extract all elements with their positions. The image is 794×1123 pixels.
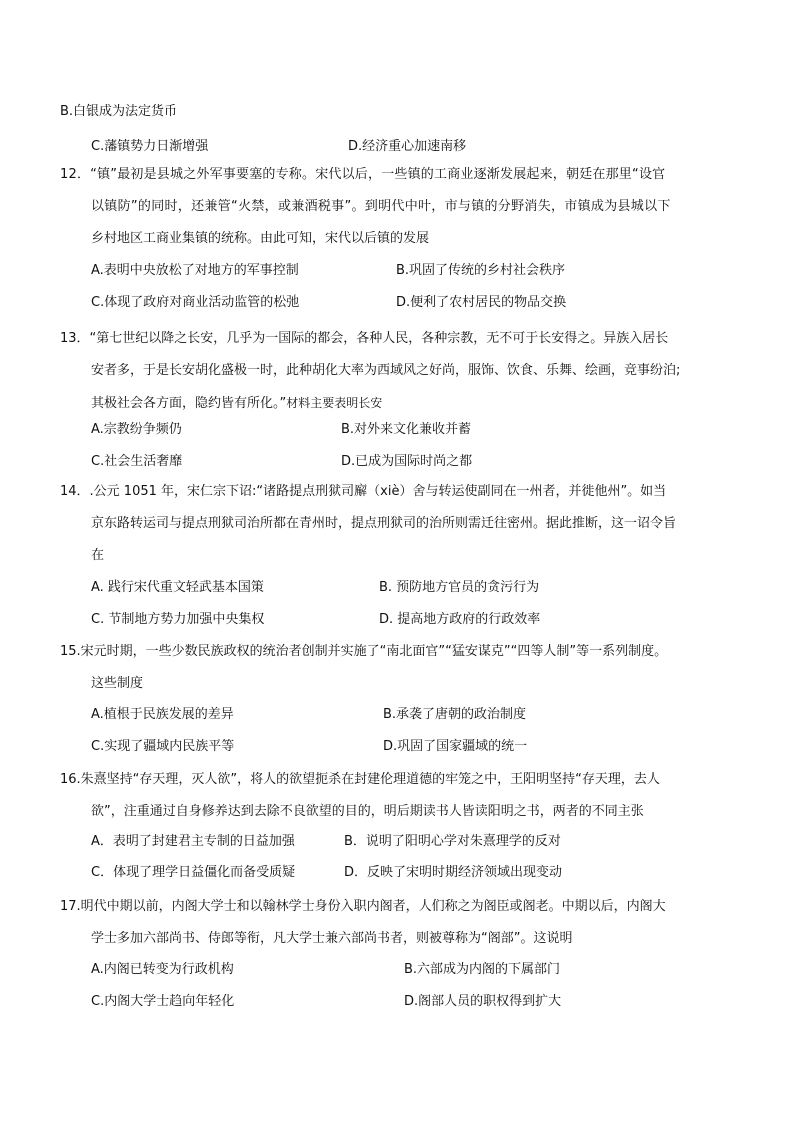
q14-stem-line1: 14．.公元 1051 年，宋仁宗下诏:“诸路提点刑狱司廨（xiè）舍与转运使副同在一州者，并徙他州”。如当 (60, 484, 667, 499)
q12-stem-line1: 12．“镇”最初是县城之外军事要塞的专称。宋代以后，一些镇的工商业逐渐发展起来，朝廷在那里“设官 (60, 167, 666, 182)
q16-option-c[interactable]: C．体现了理学日益僵化而备受质疑 (91, 865, 296, 880)
q16-stem-line2: 欲”，注重通过自身修养达到去除不良欲望的目的，明后期读书人皆读阳明之书，两者的不同主张 (91, 804, 644, 819)
q17-option-d[interactable]: D.阁部人员的职权得到扩大 (404, 994, 562, 1009)
q13-option-d[interactable]: D.已成为国际时尚之都 (341, 454, 473, 469)
q14-stem-line3: 在 (91, 548, 105, 563)
q17-stem-line2: 学士多加六部尚书、侍郎等衔，凡大学士兼六部尚书者，则被尊称为“阁部”。这说明 (91, 931, 573, 946)
q16-option-b[interactable]: B．说明了阳明心学对朱熹理学的反对 (344, 834, 561, 849)
q12-stem-line2: 以镇防”的同时，还兼管“火禁，或兼酒税事”。到明代中叶，市与镇的分野消失，市镇成为县城以下 (91, 199, 671, 214)
q16-stem-line1: 16.朱熹坚持“存天理，灭人欲”，将人的欲望扼杀在封建伦理道德的牢笼之中，王阳明坚持“存天理，去人 (60, 772, 660, 787)
q13-quote-end: 其极社会各方面，隐约皆有所化。” (91, 396, 287, 411)
q17-option-c[interactable]: C.内阁大学士趋向年轻化 (91, 994, 235, 1009)
q14-stem-line2: 京东路转运司与提点刑狱司治所都在青州时，提点刑狱司的治所则需迁往密州。据此推断，这一诏令旨 (91, 516, 677, 531)
q12-stem-line3: 乡村地区工商业集镇的统称。由此可知，宋代以后镇的发展 (91, 231, 430, 246)
q16-option-d[interactable]: D．反映了宋明时期经济领域出现变动 (344, 865, 563, 880)
q15-option-c[interactable]: C.实现了疆域内民族平等 (91, 739, 235, 754)
q14-option-b[interactable]: B. 预防地方官员的贪污行为 (379, 580, 540, 595)
q12-option-b[interactable]: B.巩固了传统的乡村社会秩序 (396, 263, 566, 278)
q13-option-c[interactable]: C.社会生活奢靡 (91, 454, 183, 469)
q17-stem-line1: 17.明代中期以前，内阁大学士和以翰林学士身份入职内阁者，人们称之为阁臣或阁老。中期以后，内阁大 (60, 899, 666, 914)
option-c-prev: C.藩镇势力日渐增强 (91, 139, 209, 154)
q15-stem-line2: 这些制度 (91, 676, 144, 691)
q13-option-b[interactable]: B.对外来文化兼收并蓄 (341, 422, 472, 437)
q13-stem-line3 (91, 394, 382, 413)
q15-option-d[interactable]: D.巩固了国家疆域的统一 (383, 739, 528, 754)
option-b-prev: B.白银成为法定货币 (60, 104, 178, 119)
q15-option-a[interactable]: A.植根于民族发展的差异 (91, 707, 234, 722)
q15-stem-line1: 15.宋元时期，一些少数民族政权的统治者创制并实施了“南北面官”“猛安谋克”“四等人制”等一系列制度。 (60, 644, 668, 659)
q14-option-d[interactable]: D. 提高地方政府的行政效率 (379, 612, 541, 627)
q17-option-b[interactable]: B.六部成为内阁的下属部门 (404, 962, 561, 977)
q12-option-a[interactable]: A.表明中央放松了对地方的军事控制 (91, 263, 299, 278)
q13-stem-line2: 安者多，于是长安胡化盛极一时，此种胡化大率为西域风之好尚，服饰、饮食、乐舞、绘画，竞事纷泊; (91, 363, 681, 378)
q12-option-d[interactable]: D.便利了农村居民的物品交换 (396, 295, 567, 310)
q12-option-c[interactable]: C.体现了政府对商业活动监管的松弛 (91, 295, 300, 310)
q14-option-a[interactable]: A. 践行宋代重文轻武基本国策 (91, 580, 264, 595)
q16-option-a[interactable]: A．表明了封建君主专制的日益加强 (91, 834, 295, 849)
q14-option-c[interactable]: C. 节制地方势力加强中央集权 (91, 612, 265, 627)
q17-option-a[interactable]: A.内阁已转变为行政机构 (91, 962, 234, 977)
q13-stem-line1: 13．“第七世纪以降之长安，几乎为一国际的都会，各种人民，各种宗教，无不可于长安得之。异族入居长 (60, 331, 669, 346)
q13-option-a[interactable]: A.宗教纷争频仍 (91, 422, 182, 437)
q15-option-b[interactable]: B.承袭了唐朝的政治制度 (383, 707, 527, 722)
q13-prompt: 材料主要表明长安 (286, 396, 383, 410)
option-d-prev: D.经济重心加速南移 (348, 139, 467, 154)
